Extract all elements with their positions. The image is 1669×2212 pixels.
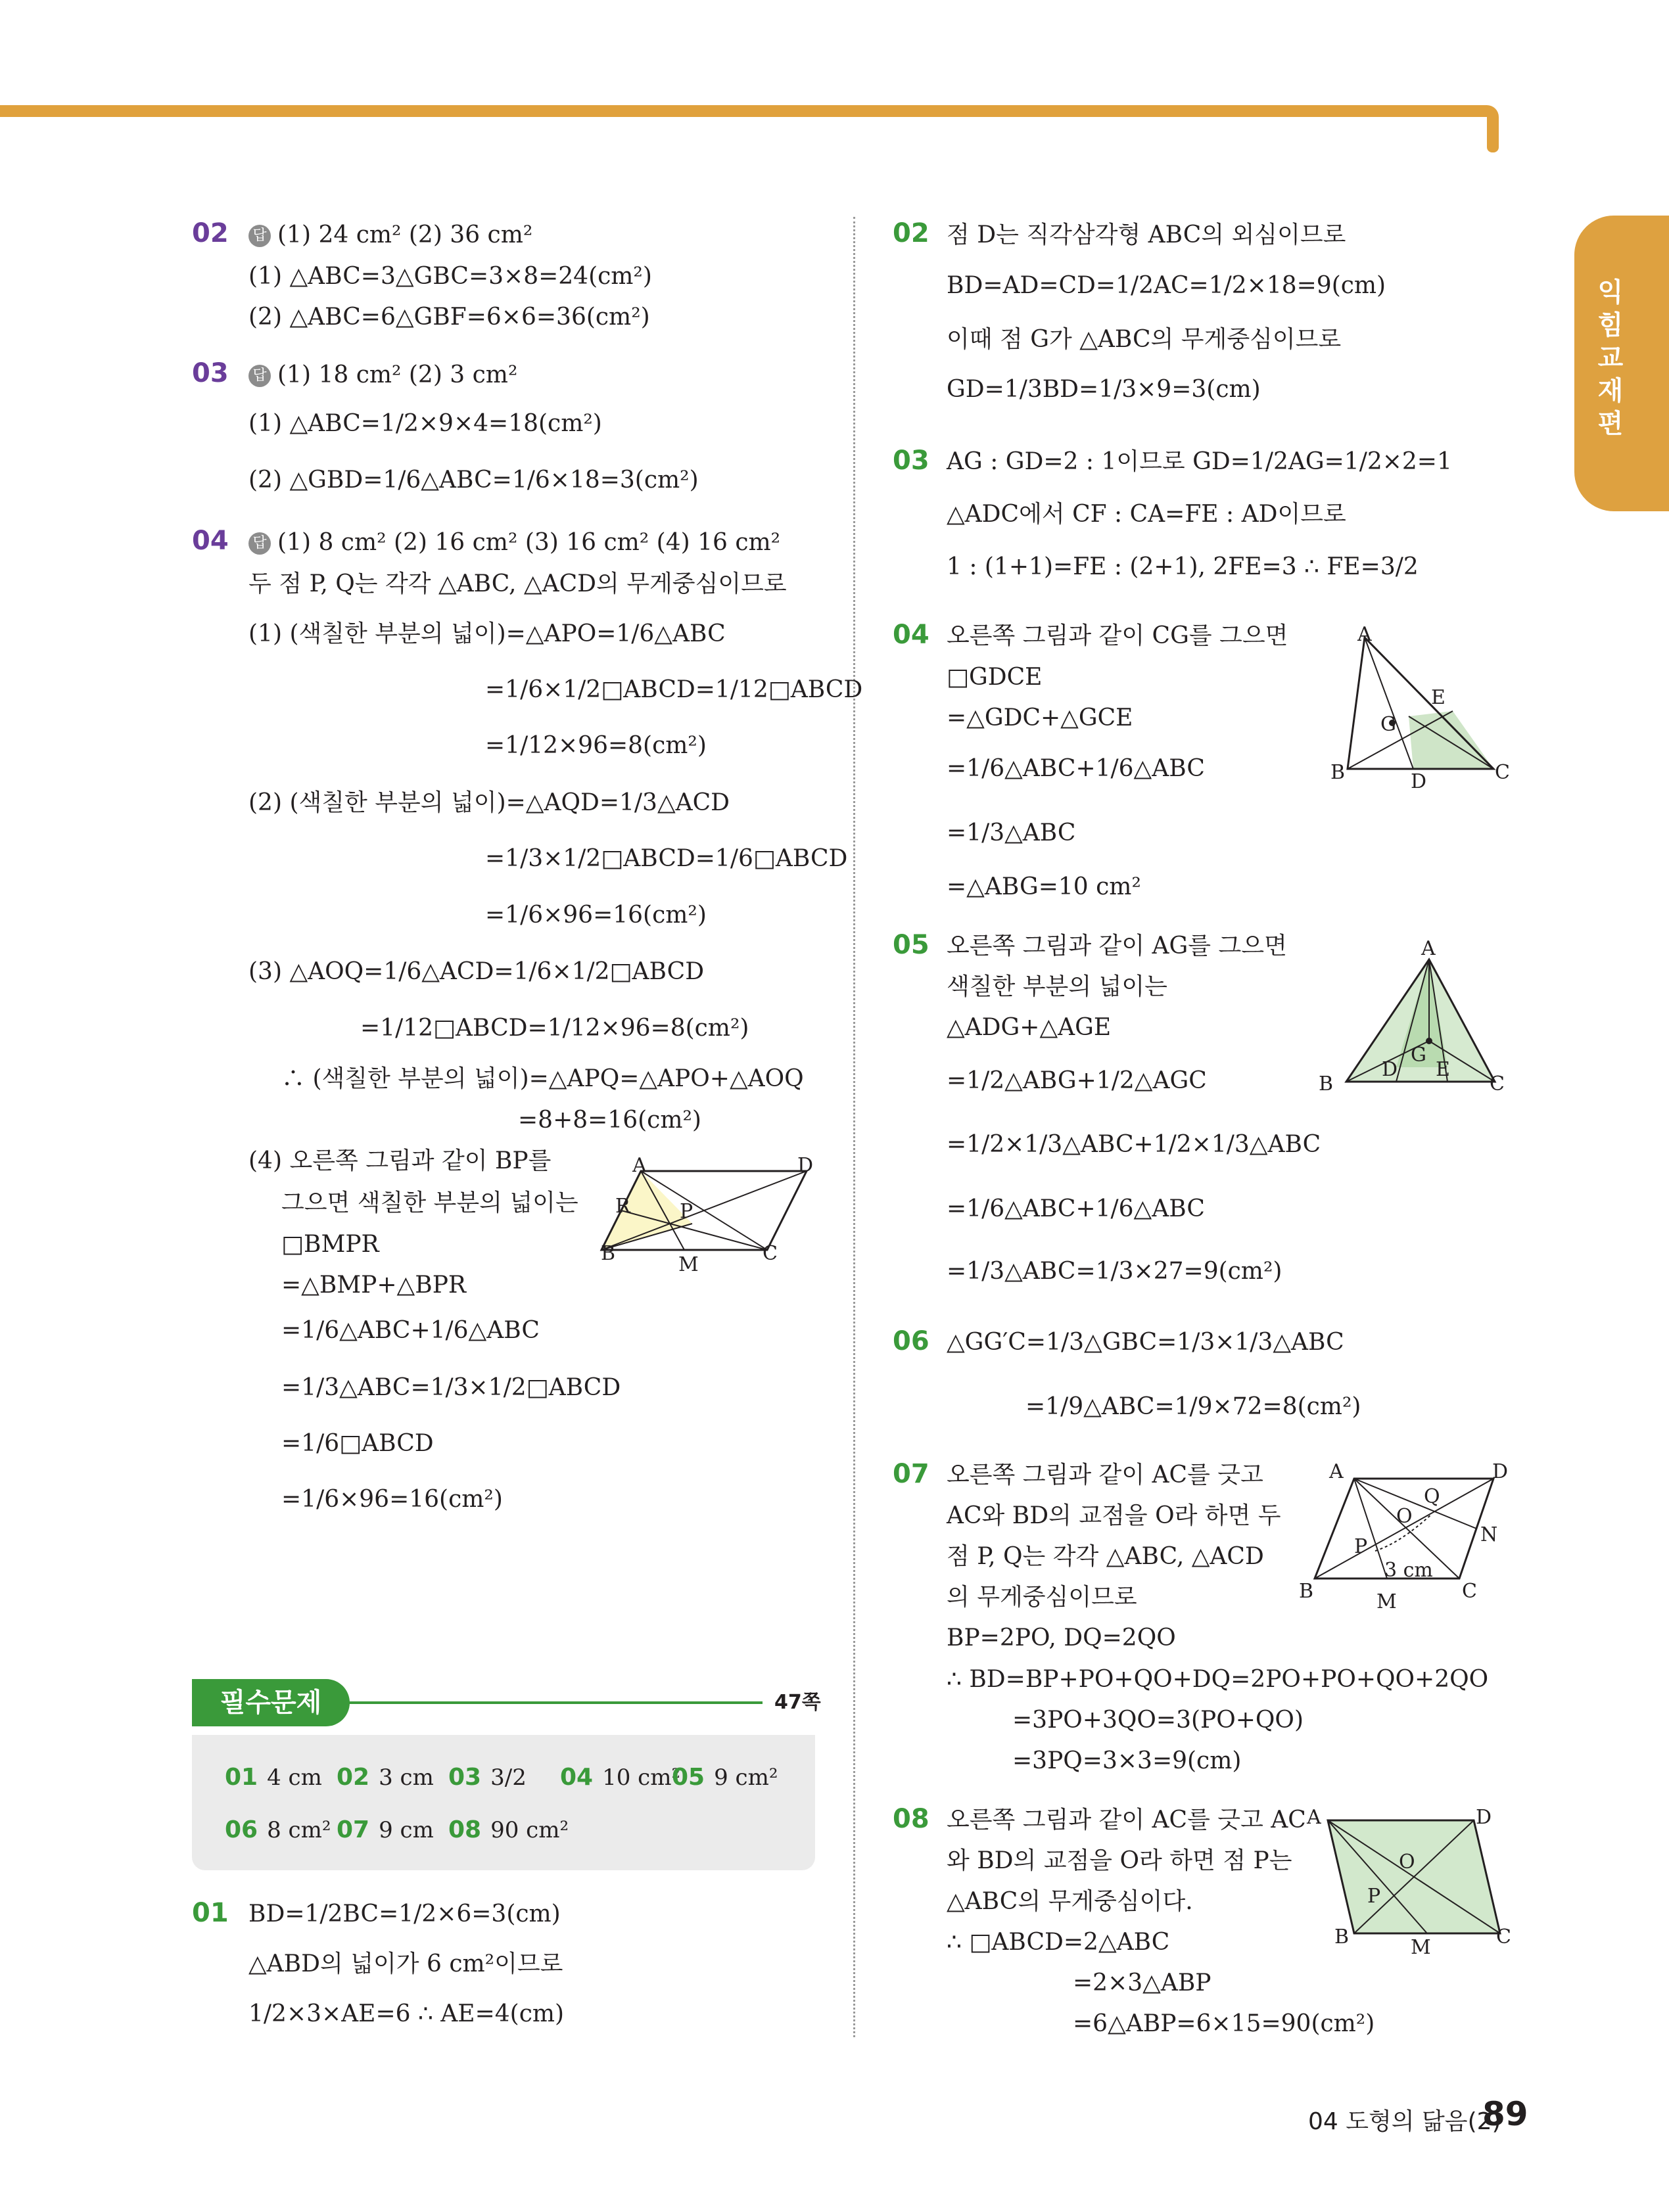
answer-text: (1) 24 cm² (2) 36 cm² (277, 221, 533, 248)
fig-label: B (1334, 1925, 1350, 1948)
quick-answer: 05 9 cm² (672, 1764, 778, 1791)
fig-label: C (763, 1242, 778, 1265)
solution-line: (4) 오른쪽 그림과 같이 BP를 (248, 1147, 552, 1174)
fig-label: B (1299, 1580, 1314, 1603)
solution-line: △ABD의 넓이가 6 cm²이므로 (248, 1950, 563, 1977)
solution-line: =△ABG=10 cm² (947, 873, 1141, 900)
solution-line: =1/6□ABCD (281, 1430, 434, 1457)
solution-line: =1/3×1/2□ABCD=1/6□ABCD (485, 845, 848, 872)
problem-number: 06 (893, 1326, 929, 1356)
solution-line: =8+8=16(cm²) (518, 1107, 701, 1134)
solution-line: =1/6×96=16(cm²) (281, 1486, 503, 1513)
fig-label: B (1319, 1072, 1334, 1095)
fig-label: C (1495, 761, 1510, 784)
solution-line: 오른쪽 그림과 같이 AG를 그으면 (947, 933, 1287, 959)
solution-line: =1/2△ABG+1/2△AGC (947, 1067, 1207, 1094)
answer-badge: 답 (248, 225, 271, 247)
solution-line: (1) △ABC=1/2×9×4=18(cm²) (248, 410, 602, 437)
problem-number: 04 (893, 620, 929, 650)
solution-line: =1/6△ABC+1/6△ABC (947, 755, 1205, 782)
fig-label: A (1307, 1806, 1321, 1829)
fig-label: 3 cm (1384, 1559, 1433, 1582)
solution-line: =1/6△ABC+1/6△ABC (947, 1195, 1205, 1222)
fig-label: A (632, 1154, 647, 1177)
solution-line: =1/9△ABC=1/9×72=8(cm²) (1025, 1393, 1361, 1420)
solution-line: BD=1/2BC=1/2×6=3(cm) (248, 1901, 561, 1927)
solution-line: 그으면 색칠한 부분의 넓이는 (281, 1189, 578, 1216)
solution-line: =1/3△ABC (947, 819, 1076, 846)
solution-line: △ABC의 무게중심이다. (947, 1888, 1193, 1915)
fig-label: D (797, 1154, 814, 1177)
fig-label: P (1367, 1885, 1381, 1908)
answer-line (248, 359, 517, 392)
problem-number: 04 (192, 526, 229, 556)
solution-line: 1/2×3×AE=6 ∴ AE=4(cm) (248, 2000, 565, 2027)
solution-line: ∴ BD=BP+PO+QO+DQ=2PO+PO+QO+2QO (947, 1666, 1489, 1693)
solution-line: 의 무게중심이므로 (947, 1584, 1137, 1611)
header-accent-tail (1487, 117, 1499, 152)
solution-line: =1/3△ABC=1/3×1/2□ABCD (281, 1374, 621, 1401)
problem-number: 02 (192, 218, 229, 248)
fig-label: G (1380, 713, 1396, 736)
fig-label: R (615, 1195, 630, 1218)
quick-answer: 06 8 cm² (225, 1816, 331, 1843)
quick-answer-box (192, 1735, 815, 1870)
solution-line: □GDCE (947, 664, 1043, 691)
solution-line: =1/6×96=16(cm²) (485, 902, 707, 929)
fig-label: C (1462, 1580, 1477, 1603)
quick-answer: 04 10 cm² (560, 1764, 681, 1791)
fig-label: O (1399, 1851, 1415, 1874)
chapter-footer: 04 도형의 닮음(2) (1308, 2108, 1501, 2135)
fig-label: E (1431, 686, 1446, 709)
solution-line: =1/6×1/2□ABCD=1/12□ABCD (485, 676, 863, 703)
quick-answer: 02 3 cm (337, 1764, 434, 1791)
problem-number: 03 (893, 446, 929, 476)
solution-line: 두 점 P, Q는 각각 △ABC, △ACD의 무게중심이므로 (248, 570, 787, 597)
problem-number: 03 (192, 358, 229, 388)
page-reference: 47쪽 (774, 1691, 821, 1714)
solution-line: =1/12×96=8(cm²) (485, 732, 707, 759)
answer-text: (1) 8 cm² (2) 16 cm² (3) 16 cm² (4) 16 cm² (277, 529, 781, 556)
solution-line: =△GDC+△GCE (947, 704, 1133, 731)
fig-label: B (1330, 761, 1346, 784)
solution-line: =1/2×1/3△ABC+1/2×1/3△ABC (947, 1131, 1321, 1158)
solution-line: =1/12□ABCD=1/12×96=8(cm²) (360, 1015, 749, 1042)
solution-line: 1 : (1+1)=FE : (2+1), 2FE=3 ∴ FE=3/2 (947, 553, 1419, 580)
solution-line: =1/3△ABC=1/3×27=9(cm²) (947, 1258, 1282, 1285)
quick-answer: 07 9 cm (337, 1816, 434, 1843)
solution-line: 오른쪽 그림과 같이 AC를 긋고 AC (947, 1807, 1306, 1833)
solution-line: 색칠한 부분의 넓이는 (947, 973, 1167, 1000)
fig-label: A (1421, 937, 1436, 960)
quick-answer: 08 90 cm² (448, 1816, 569, 1843)
fig-label: M (1376, 1590, 1397, 1613)
fig-label: D (1476, 1806, 1492, 1829)
answer-badge: 답 (248, 532, 271, 555)
fig-label: A (1357, 623, 1372, 646)
solution-line: BD=AD=CD=1/2AC=1/2×18=9(cm) (947, 272, 1386, 299)
solution-line: (1) (색칠한 부분의 넓이)=△APO=1/6△ABC (248, 620, 726, 647)
solution-line: =3PQ=3×3=9(cm) (1012, 1747, 1242, 1774)
solution-line: =1/6△ABC+1/6△ABC (281, 1317, 540, 1344)
fig-label: D (1382, 1058, 1398, 1081)
solution-line: 점 D는 직각삼각형 ABC의 외심이므로 (947, 221, 1346, 248)
solution-line: □BMPR (281, 1231, 379, 1258)
fig-label: A (1329, 1460, 1344, 1483)
fig-label: M (1411, 1936, 1431, 1959)
solution-line: 와 BD의 교점을 O라 하면 점 P는 (947, 1847, 1292, 1874)
solution-line: △ADG+△AGE (947, 1014, 1112, 1041)
fig-label: C (1490, 1072, 1505, 1095)
solution-line: (2) (색칠한 부분의 넓이)=△AQD=1/3△ACD (248, 789, 730, 816)
solution-line: =3PO+3QO=3(PO+QO) (1012, 1707, 1304, 1734)
solution-line: ∴ (색칠한 부분의 넓이)=△APQ=△APO+△AOQ (281, 1065, 804, 1092)
triangle-figure (1348, 637, 1505, 775)
fig-label: D (1492, 1460, 1509, 1483)
triangle-figure (1338, 959, 1503, 1091)
fig-label: D (1411, 770, 1427, 793)
page-number: 89 (1482, 2095, 1528, 2133)
fig-label: B (601, 1242, 616, 1265)
solution-line: (3) △AOQ=1/6△ACD=1/6×1/2□ABCD (248, 958, 705, 985)
problem-number: 01 (192, 1898, 229, 1928)
solution-line: GD=1/3BD=1/3×9=3(cm) (947, 376, 1261, 403)
parallelogram-figure (1328, 1820, 1505, 1939)
solution-line: (2) △ABC=6△GBF=6×6=36(cm²) (248, 304, 650, 331)
answer-line (248, 219, 532, 252)
quick-answer: 03 3/2 (448, 1764, 527, 1791)
solution-line: 오른쪽 그림과 같이 AC를 긋고 (947, 1462, 1263, 1488)
solution-line: =2×3△ABP (1073, 1970, 1211, 1996)
solution-line: 오른쪽 그림과 같이 CG를 그으면 (947, 622, 1288, 649)
problem-number: 05 (893, 930, 929, 960)
fig-label: G (1411, 1044, 1426, 1067)
fig-label: E (1436, 1058, 1450, 1081)
solution-line: =△BMP+△BPR (281, 1272, 467, 1299)
section-banner: 필수문제 (192, 1679, 350, 1726)
fig-label: O (1396, 1505, 1413, 1528)
header-accent-bar (0, 105, 1499, 117)
fig-label: N (1480, 1523, 1498, 1546)
solution-line: AG : GD=2 : 1이므로 GD=1/2AG=1/2×2=1 (947, 448, 1452, 475)
solution-line: 이때 점 G가 △ABC의 무게중심이므로 (947, 326, 1342, 353)
fig-label: M (678, 1253, 699, 1276)
solution-line: BP=2PO, DQ=2QO (947, 1624, 1176, 1651)
answer-text: (1) 18 cm² (2) 3 cm² (277, 361, 518, 388)
section-rule (342, 1701, 763, 1704)
problem-number: 07 (893, 1459, 929, 1489)
problem-number: 02 (893, 218, 929, 248)
solution-line: AC와 BD의 교점을 O라 하면 두 (947, 1502, 1281, 1529)
solution-line: △ADC에서 CF : CA=FE : AD이므로 (947, 501, 1346, 528)
solution-line: (1) △ABC=3△GBC=3×8=24(cm²) (248, 263, 652, 290)
solution-line: ∴ □ABCD=2△ABC (947, 1929, 1170, 1956)
column-divider (853, 217, 855, 2037)
solution-line: 점 P, Q는 각각 △ABC, △ACD (947, 1543, 1264, 1570)
answer-line (248, 526, 780, 559)
fig-label: Q (1424, 1485, 1440, 1508)
solution-line: △GG′C=1/3△GBC=1/3×1/3△ABC (947, 1329, 1344, 1356)
fig-label: P (1354, 1535, 1368, 1558)
solution-line: (2) △GBD=1/6△ABC=1/6×18=3(cm²) (248, 467, 699, 494)
fig-label: C (1496, 1925, 1511, 1948)
quick-answer: 01 4 cm (225, 1764, 322, 1791)
solution-line: =6△ABP=6×15=90(cm²) (1073, 2010, 1375, 2037)
answer-badge: 답 (248, 365, 271, 387)
side-tab-label: 익힘교재편 (1597, 277, 1624, 439)
problem-number: 08 (893, 1804, 929, 1834)
fig-label: P (680, 1200, 693, 1223)
